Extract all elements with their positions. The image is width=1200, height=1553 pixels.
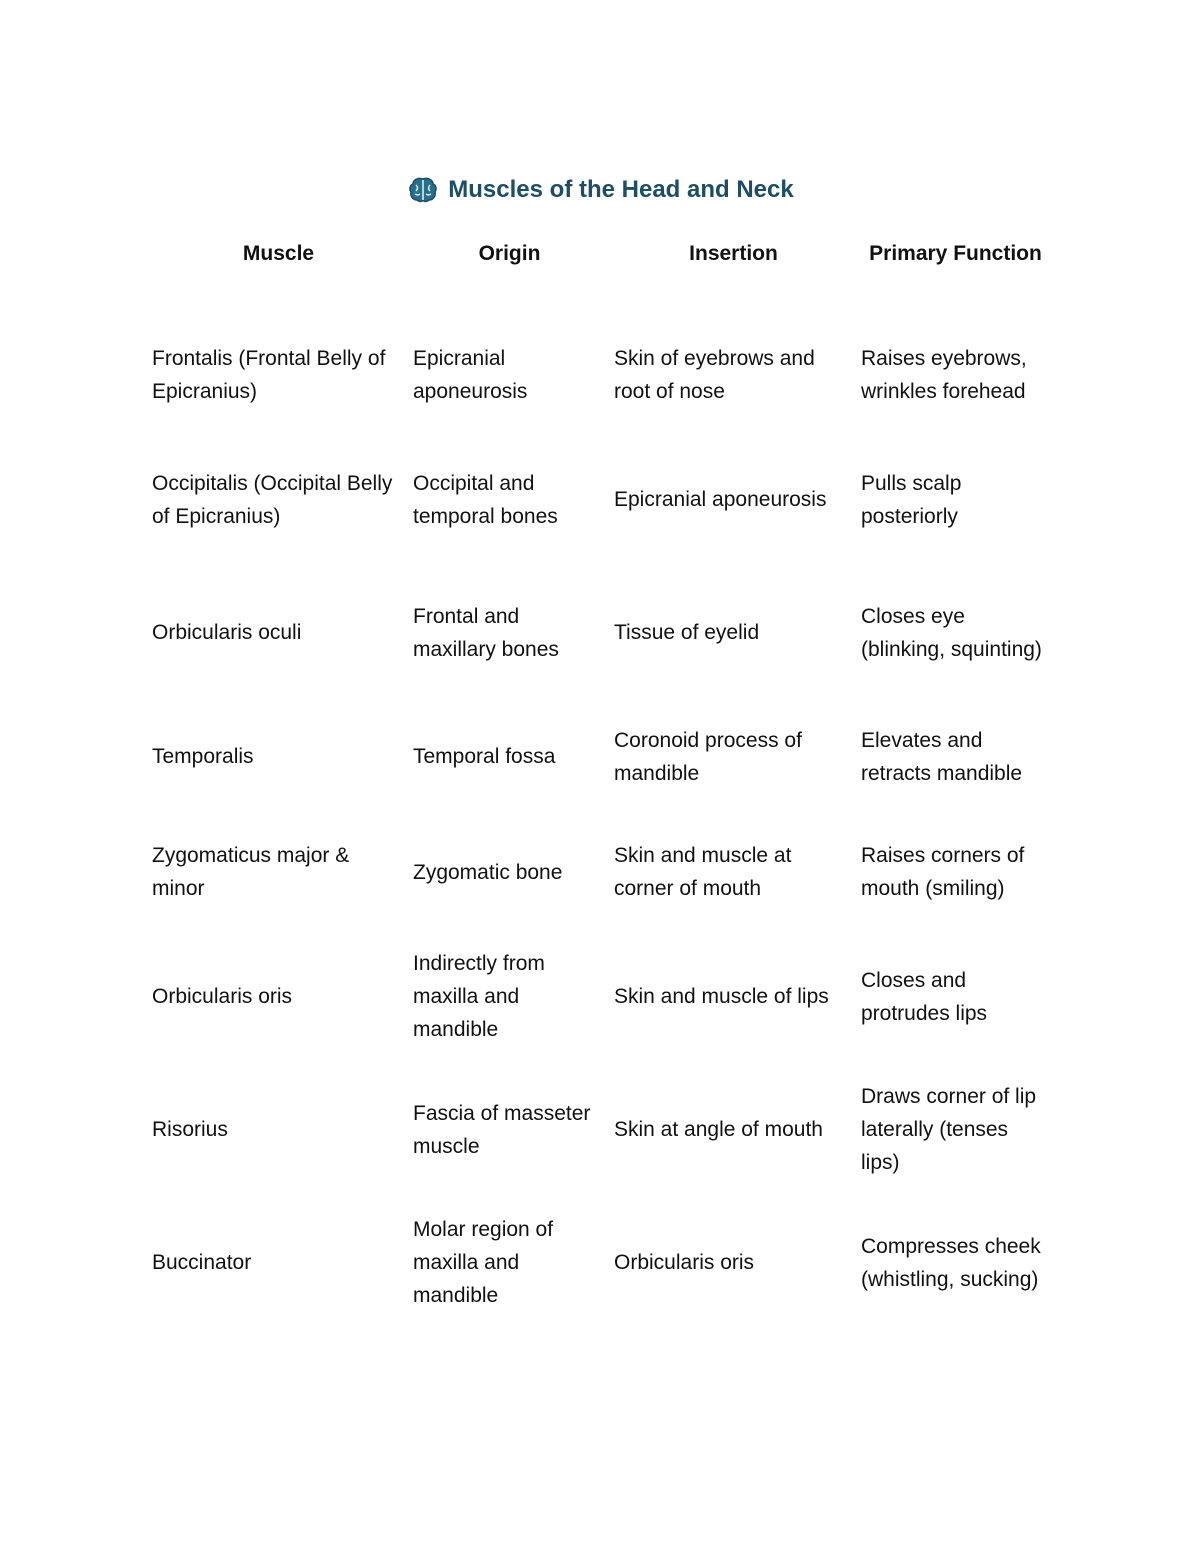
cell-muscle: Buccinator [152,1251,252,1274]
table-row [148,930,1054,1063]
cell-muscle: Frontalis (Frontal Belly of Epicranius) [152,347,386,403]
page-title: Muscles of the Head and Neck [448,176,794,203]
cell-muscle: Temporalis [152,745,254,768]
cell-origin: Occipital and temporal bones [413,471,558,528]
cell-insertion: Tissue of eyelid [614,621,760,644]
cell-insertion: Skin and muscle at corner of mouth [614,844,792,900]
cell-origin: Temporal fossa [413,745,556,768]
cell-muscle: Risorius [152,1118,228,1141]
cell-origin: Indirectly from maxilla and mandible [413,952,545,1041]
cell-insertion: Skin and muscle of lips [614,985,829,1008]
table-row [148,1063,1054,1196]
cell-insertion: Skin at angle of mouth [614,1118,823,1141]
cell-insertion: Epicranial aponeurosis [614,488,827,511]
cell-muscle: Orbicularis oculi [152,621,302,644]
table-row [148,433,1054,566]
table-row [148,699,1054,814]
cell-origin: Fascia of masseter muscle [413,1101,591,1158]
cell-function: Compresses cheek (whistling, sucking) [861,1234,1041,1291]
cell-muscle: Orbicularis oris [152,985,293,1008]
header-origin: Origin [478,241,541,265]
table-header-row [148,225,1054,281]
table-row [148,814,1054,930]
cell-muscle: Occipitalis (Occipital Belly of Epicranius) [152,471,393,528]
cell-function: Raises corners of mouth (smiling) [861,844,1025,900]
cell-origin: Frontal and maxillary bones [413,604,559,661]
cell-function: Draws corner of lip laterally (tenses lips) [861,1085,1037,1174]
muscles-table [148,225,1054,1329]
header-primary-function: Primary Function [869,241,1042,265]
title-wrapper [406,170,793,210]
cell-origin: Molar region of maxilla and mandible [413,1218,554,1307]
cell-origin: Epicranial aponeurosis [413,347,528,403]
cell-function: Closes eye (blinking, squinting) [861,604,1042,661]
cell-insertion: Skin of eyebrows and root of nose [614,347,815,403]
cell-function: Pulls scalp posteriorly [861,471,962,528]
table-spacer [148,281,1054,317]
cell-function: Elevates and retracts mandible [861,728,1023,785]
header-insertion: Insertion [689,241,778,265]
cell-function: Raises eyebrows, wrinkles forehead [861,347,1027,403]
header-muscle: Muscle [242,241,315,265]
cell-function: Closes and protrudes lips [861,968,988,1025]
table-row [148,317,1054,433]
brain-icon [406,173,440,207]
table-row [148,1196,1054,1329]
cell-muscle: Zygomaticus major & minor [152,844,350,900]
cell-origin: Zygomatic bone [413,860,563,884]
cell-insertion: Orbicularis oris [614,1251,755,1274]
document-title [0,170,1200,220]
table-row [148,566,1054,699]
cell-insertion: Coronoid process of mandible [614,728,802,785]
